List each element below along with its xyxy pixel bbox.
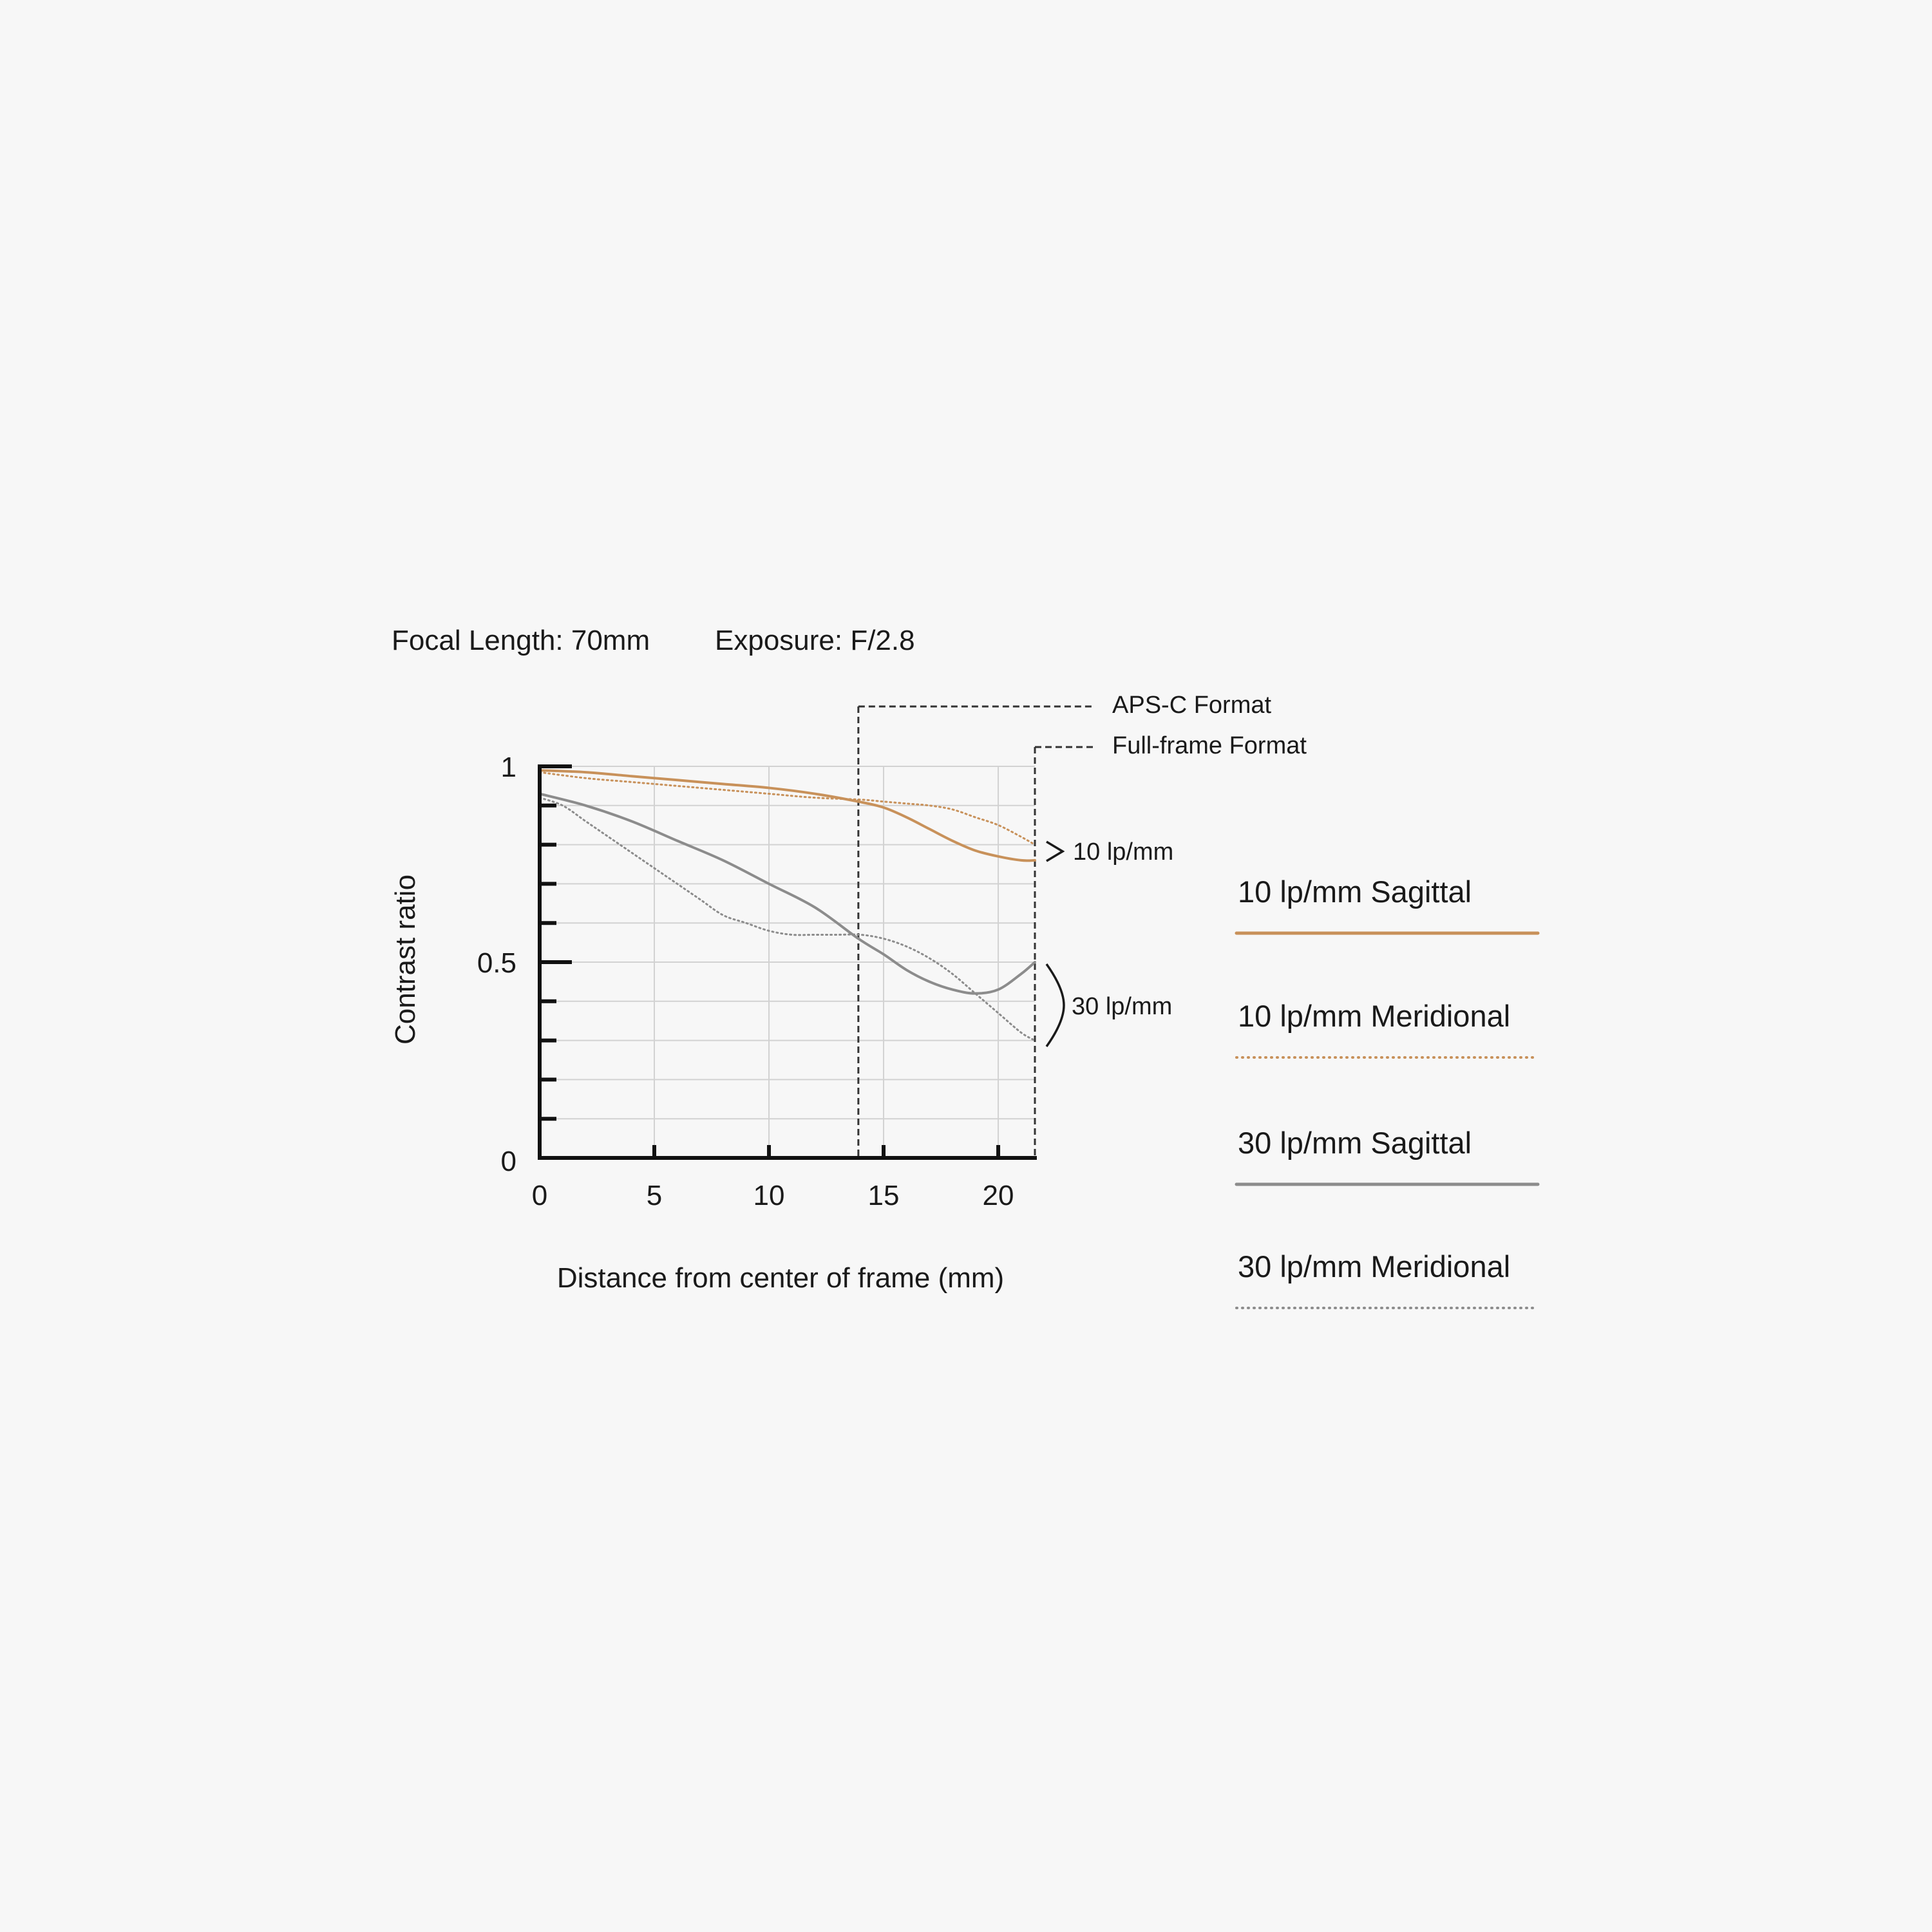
legend: [1236, 875, 1538, 1308]
group-30-label: 30 lp/mm: [1072, 993, 1173, 1020]
series-lines: [540, 770, 1035, 1041]
x-tick-label: 15: [867, 1180, 900, 1211]
apsc-format-label: APS-C Format: [1112, 692, 1272, 719]
legend-label-10-lp-mm-meridional: 10 lp/mm Meridional: [1238, 999, 1511, 1033]
x-tick-label: 10: [753, 1180, 785, 1211]
group-10-label: 10 lp/mm: [1073, 838, 1174, 866]
x-tick-label: 5: [646, 1180, 663, 1211]
x-tick-label: 0: [531, 1180, 548, 1211]
format-markers: [858, 706, 1095, 1158]
group-10-bracket-icon: [1046, 842, 1063, 861]
tick-labels: [477, 752, 1014, 1211]
y-tick-label: 0: [500, 1146, 516, 1177]
legend-label-30-lp-mm-meridional: 30 lp/mm Meridional: [1238, 1249, 1511, 1283]
legend-label-30-lp-mm-sagittal: 30 lp/mm Sagittal: [1238, 1126, 1472, 1160]
series-line-30-lp-mm-meridional: [540, 798, 1035, 1041]
y-tick-label: 0.5: [477, 947, 516, 979]
legend-label-10-lp-mm-sagittal: 10 lp/mm Sagittal: [1238, 875, 1472, 909]
exposure-label: Exposure: F/2.8: [715, 625, 915, 656]
y-axis-title: Contrast ratio: [390, 874, 421, 1045]
focal-length-label: Focal Length: 70mm: [392, 625, 650, 656]
y-tick-label: 1: [500, 752, 516, 783]
x-axis-title: Distance from center of frame (mm): [556, 1262, 1005, 1294]
axes: [538, 764, 1037, 1158]
group-30-bracket-icon: [1046, 964, 1064, 1046]
series-line-10-lp-mm-meridional: [540, 772, 1035, 844]
x-tick-label: 20: [982, 1180, 1014, 1211]
series-line-30-lp-mm-sagittal: [540, 794, 1035, 994]
grid: [540, 766, 1035, 1158]
fullframe-format-label: Full-frame Format: [1112, 732, 1307, 759]
